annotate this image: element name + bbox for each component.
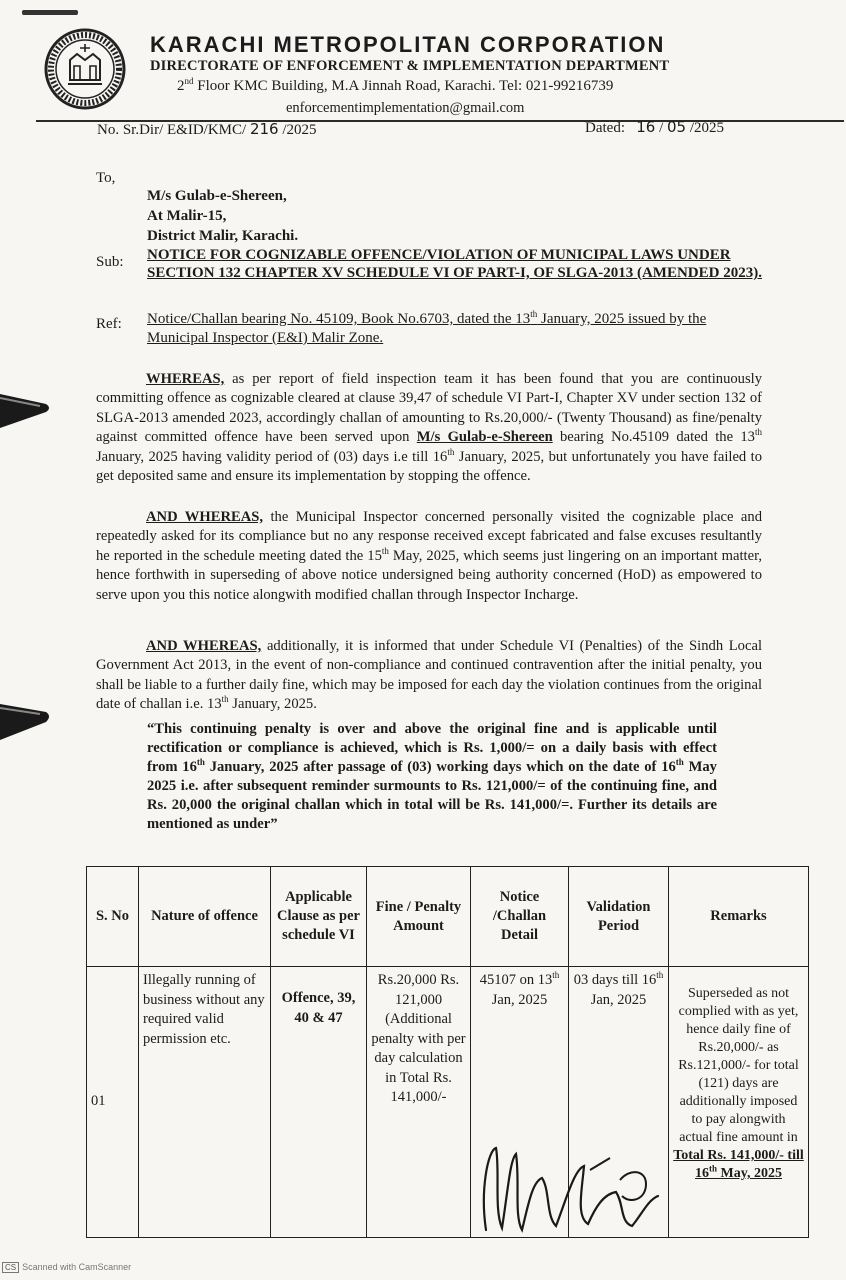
- offence-table: [86, 866, 809, 1238]
- paragraph-whereas: WHEREAS, as per report of field inspection team it has been found that you are continuously committing offence as cognizable cleared at clause 39,47 of schedule VI Part-I, Chapter XV under section 132 of SLGA-2013 amended 2023, accordingly challan of amounting to Rs.20,000/- (Twenty Thousand) as fine/penalty against committed offence have been served upon M/s Gulab-e-Shereen bearing No.45109 dated the 13th January, 2025 having validity period of (03) days i.e till 16th January, 2025, but unfortunately you have failed to get deposited same and ensure its implementation by stopping the offence.: [96, 371, 762, 485]
- paragraph-and-whereas-2: AND WHEREAS, additionally, it is informed that under Schedule VI (Penalties) of the Sindh Local Government Act 2013, in the event of non-compliance and continued contravention after the initial penalty, you shall be liable to a further daily fine, which may be imposed for each day the violation continues from the original date of challan i.e. 13th January, 2025.: [96, 638, 762, 713]
- remarks-total: Total Rs. 141,000/- till 16th May, 2025: [673, 1148, 804, 1181]
- penalty-quote: “This continuing penalty is over and above the original fine and is applicable until rectification or compliance is achieved, which is Rs. 1,000/= on a daily basis with effect from 16th January, 2025 after passage of (03) working days which on the date of 16th May 2025 i.e. after subsequent reminder surmounts to Rs. 121,000/= of the continuing fine, and Rs. 20,000 the original challan which in total will be Rs. 141,000/=. Further its details are mentioned as under”: [147, 721, 717, 832]
- reference-text: Notice/Challan bearing No. 45109, Book No.6703, dated the 13th January, 2025 issued by the Municipal Inspector (E&I) Malir Zone.: [147, 309, 707, 346]
- subject-label: Sub:: [96, 254, 124, 270]
- cell-remarks: Superseded as not complied with as yet, hence daily fine of Rs.20,000/- as Rs.121,000/- for total (121) days are additionally imposed to pay alongwith actual fine amount in Total Rs. 141,000/- till 16th May, 2025: [669, 967, 809, 1238]
- org-address: 2nd Floor KMC Building, M.A Jinnah Road, Karachi. Tel: 021-99216739: [177, 76, 614, 94]
- kmc-seal-logo: [44, 28, 126, 110]
- cell-validation: 03 days till 16th Jan, 2025: [569, 967, 669, 1238]
- col-header-nature: Nature of offence: [139, 867, 271, 967]
- org-email: enforcementimplementation@gmail.com: [286, 100, 525, 116]
- reference-number: No. Sr.Dir/ E&ID/KMC/ 216 /2025: [97, 120, 317, 138]
- directorate-name: DIRECTORATE OF ENFORCEMENT & IMPLEMENTATION DEPARTMENT: [150, 58, 670, 74]
- paragraph-and-whereas-1: AND WHEREAS, the Municipal Inspector concerned personally visited the cognizable place and repeatedly asked for its compliance but no any response received except fabricated and false excuses resultantly he reported in the schedule meeting dated the 15th May, 2025, which seems just lingering on an important matter, hence forthwith in superseding of above notice undersigned being authority concerned (HoD) as empowered to serve upon you this notice alongwith modified challan through Inspector Incharge.: [96, 509, 762, 603]
- cell-fine: Rs.20,000 Rs. 121,000 (Additional penalty with per day calculation in Total Rs. 141,000/-: [367, 967, 471, 1238]
- org-name: KARACHI METROPOLITAN CORPORATION: [150, 32, 666, 57]
- col-header-clause: Applicable Clause as per schedule VI: [271, 867, 367, 967]
- date-line: Dated: 16 / 05 /2025: [585, 118, 725, 136]
- scan-artifact: [22, 10, 78, 15]
- table-header-row: [87, 867, 809, 967]
- cell-nature: Illegally running of business without any required valid permission etc.: [139, 967, 271, 1238]
- reference-label: Ref:: [96, 316, 122, 332]
- cell-clause: Offence, 39, 40 & 47: [271, 967, 367, 1238]
- scanner-watermark: CS Scanned with CamScanner: [2, 1262, 131, 1273]
- col-header-remarks: Remarks: [669, 867, 809, 967]
- binder-mark-icon: [0, 700, 52, 742]
- handwritten-signature: [470, 1130, 670, 1238]
- col-header-sno: S. No: [87, 867, 139, 967]
- table-row: [87, 967, 809, 1238]
- col-header-validation: Validation Period: [569, 867, 669, 967]
- col-header-fine: Fine / Penalty Amount: [367, 867, 471, 967]
- cell-notice: 45107 on 13th Jan, 2025: [471, 967, 569, 1238]
- to-label: To,: [96, 170, 116, 186]
- addressee-block: M/s Gulab-e-Shereen, At Malir-15, District Malir, Karachi.: [147, 188, 299, 244]
- cell-sno: 01: [87, 967, 139, 1238]
- col-header-notice: Notice /Challan Detail: [471, 867, 569, 967]
- binder-mark-icon: [0, 388, 52, 430]
- subject-text: NOTICE FOR COGNIZABLE OFFENCE/VIOLATION OF MUNICIPAL LAWS UNDER SECTION 132 CHAPTER XV SCHEDULE VI OF PART-I, OF SLGA-2013 (AMENDED 2023).: [147, 247, 762, 281]
